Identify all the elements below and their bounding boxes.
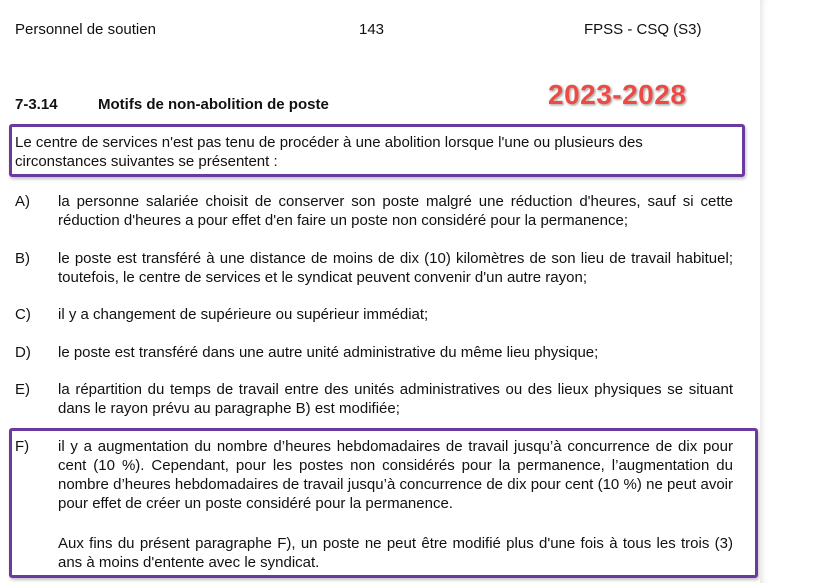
intro-paragraph: Le centre de services n'est pas tenu de procéder à une abolition lorsque l'une ou plusieurs des circonstances suivantes se présentent : xyxy=(15,134,643,170)
item-text: le poste est transféré à une distance de moins de dix (10) kilomètres de son lieu de travail habituel; toutefois, le centre de services et le syndicat peuvent convenir d'un autre rayon; xyxy=(58,250,733,286)
header-left: Personnel de soutien xyxy=(15,21,156,38)
page-number: 143 xyxy=(359,21,385,38)
year-stamp: 2023-2028 xyxy=(548,79,687,110)
item-letter: F) xyxy=(15,438,30,455)
header-right: FPSS - CSQ (S3) xyxy=(584,21,702,38)
section-number: 7-3.14 xyxy=(15,96,58,113)
item-f-highlight-box xyxy=(9,428,758,578)
section-title: Motifs de non-abolition de poste xyxy=(98,96,329,113)
item-text: il y a augmentation du nombre d’heures hebdomadaires de travail jusqu’à concurrence de dix pour cent (10 %). Cependant, pour les postes non considérés pour la permanence, l’augmentation du nombre d’heures hebdomadaires de travail jusqu’à concurrence de dix pour cent (10 %) ne peut avoir pour effet de créer un poste considéré pour la permanence. xyxy=(58,438,733,512)
item-letter: B) xyxy=(15,250,30,267)
item-letter: A) xyxy=(15,193,30,210)
item-letter: D) xyxy=(15,344,31,361)
item-text: il y a changement de supérieure ou supérieur immédiat; xyxy=(58,306,429,323)
item-text: la personne salariée choisit de conserver son poste malgré une réduction d'heures, sauf si cette réduction d'heures a pour effet d'en faire un poste non considéré pour la permanence; xyxy=(58,193,733,229)
item-text: la répartition du temps de travail entre des unités administratives ou des lieux physiques se situant dans le rayon prévu au paragraphe B) est modifiée; xyxy=(58,381,733,417)
item-letter: E) xyxy=(15,381,30,398)
item-letter: C) xyxy=(15,306,31,323)
page-edge-shadow xyxy=(760,0,839,583)
item-text: le poste est transféré dans une autre unité administrative du même lieu physique; xyxy=(58,344,599,361)
item-f-second-paragraph: Aux fins du présent paragraphe F), un poste ne peut être modifié plus d'une fois à tous les trois (3) ans à moins d'entente avec le syndicat. xyxy=(58,535,733,571)
